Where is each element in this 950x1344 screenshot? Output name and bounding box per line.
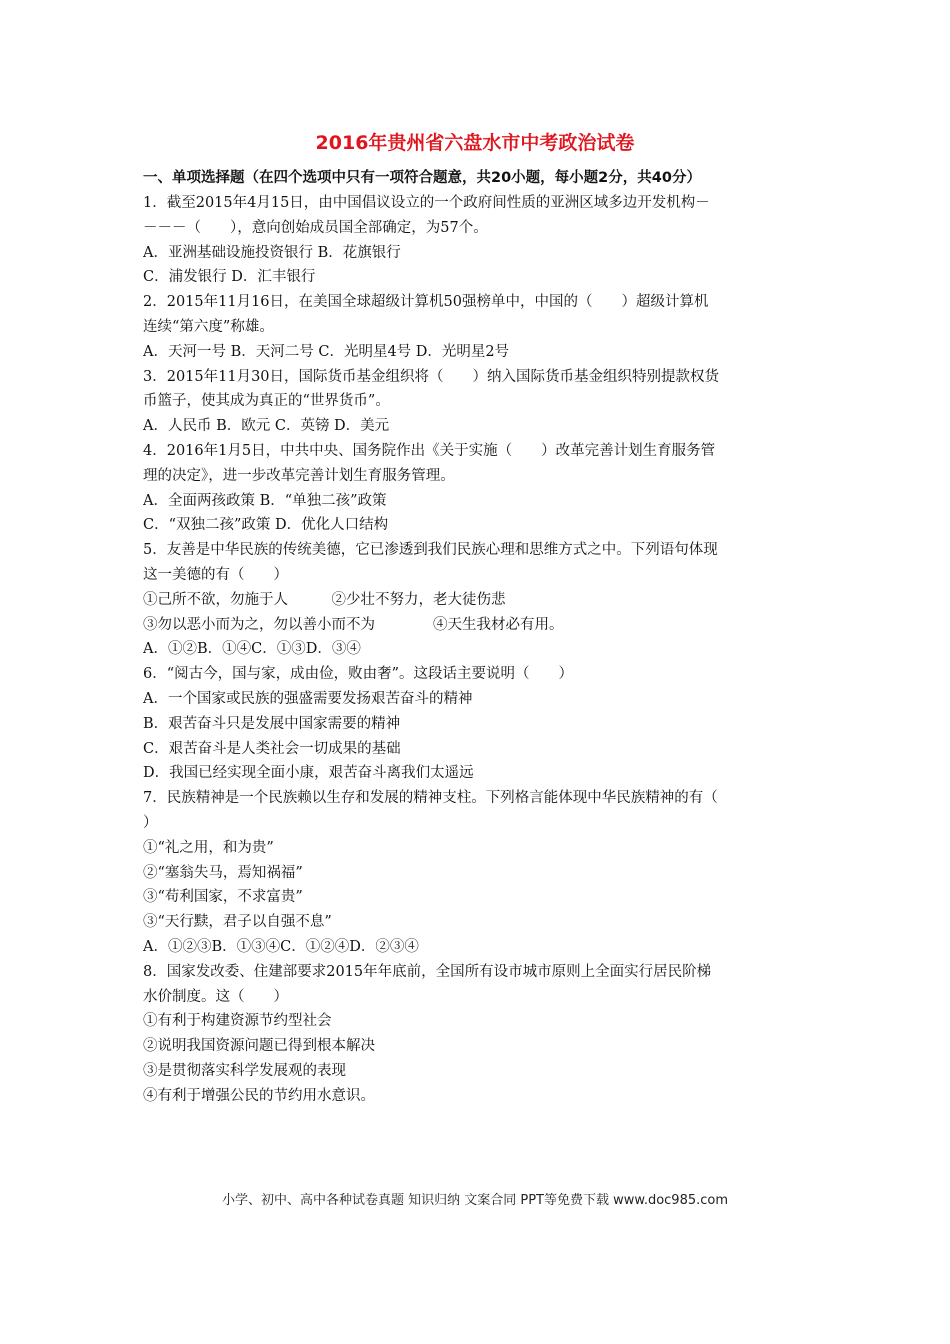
text-line: D．我国已经实现全面小康，艰苦奋斗离我们太遥远 — [143, 765, 474, 782]
text-line: C．浦发银行 D．汇丰银行 — [143, 269, 316, 286]
text-line: 水价制度。这（ ） — [143, 988, 288, 1005]
text-line: 理的决定》，进一步改革完善计划生育服务管理。 — [143, 467, 455, 484]
text-line: 币篮子，使其成为真正的“世界货币”。 — [143, 393, 390, 410]
section-heading: 一、单项选择题（在四个选项中只有一项符合题意，共20小题，每小题2分，共40分） — [143, 170, 701, 186]
text-line: B．艰苦奋斗只是发展中国家需要的精神 — [143, 715, 401, 732]
text-line: ③勿以恶小而为之，勿以善小而不为 ④天生我材必有用。 — [143, 616, 564, 633]
text-line: A．①②B．①④C．①③D．③④ — [143, 641, 361, 658]
text-line: ②说明我国资源问题已得到根本解决 — [143, 1038, 375, 1055]
text-line: A．全面两孩政策 B．“单独二孩”政策 — [143, 492, 387, 509]
text-line: ①己所不欲，勿施于人 ②少壮不努力，老大徒伤悲 — [143, 591, 506, 608]
text-line: ③“天行黩，君子以自强不息” — [143, 914, 332, 931]
text-line: A．①②③B．①③④C．①②④D．②③④ — [143, 938, 419, 955]
text-line: A．一个国家或民族的强盛需要发扬艰苦奋斗的精神 — [143, 690, 473, 707]
document-title: 2016年贵州省六盘水市中考政治试卷 — [315, 132, 635, 154]
text-line: 5．友善是中华民族的传统美德，它已渗透到我们民族心理和思维方式之中。下列语句体现 — [143, 542, 718, 559]
text-line: A．人民币 B．欧元 C．英镑 D．美元 — [143, 418, 390, 435]
text-line: 2．2015年11月16日，在美国全球超级计算机50强榜单中，中国的（ ）超级计算机 — [143, 294, 709, 311]
text-line: ①有利于构建资源节约型社会 — [143, 1013, 332, 1030]
text-line: A．天河一号 B．天河二号 C．光明星4号 D．光明星2号 — [143, 343, 510, 360]
text-line: ③“苟利国家，不求富贵” — [143, 889, 303, 906]
question-body — [143, 191, 813, 1108]
text-line: ①“礼之用，和为贵” — [143, 839, 274, 856]
text-line: ④有利于增强公民的节约用水意识。 — [143, 1087, 375, 1104]
page-footer: 小学、初中、高中各种试卷真题 知识归纳 文案合同 PPT等免费下载 www.doc985.com — [221, 1193, 729, 1208]
text-line: 8．国家发改委、住建部要求2015年年底前，全国所有设市城市原则上全面实行居民阶梯 — [143, 963, 712, 980]
text-line: 4．2016年1月5日，中共中央、国务院作出《关于实施（ ）改革完善计划生育服务管 — [143, 442, 716, 459]
text-line: 6．“阅古今，国与家，成由俭，败由奢”。这段话主要说明（ ） — [143, 666, 574, 683]
text-line: －－－（ ），意向创始成员国全部确定，为57个。 — [143, 219, 488, 236]
text-line: 这一美德的有（ ） — [143, 566, 288, 583]
text-line: 3．2015年11月30日，国际货币基金组织将（ ）纳入国际货币基金组织特别提款权货 — [143, 368, 720, 385]
text-line: 1．截至2015年4月15日，由中国倡议设立的一个政府间性质的亚洲区域多边开发机构－ — [143, 195, 710, 211]
text-line: C．“双独二孩”政策 D．优化人口结构 — [143, 517, 389, 534]
text-line: A．亚洲基础设施投资银行 B．花旗银行 — [143, 244, 401, 261]
text-line: ②“塞翁失马，焉知祸福” — [143, 864, 303, 881]
text-line: 7．民族精神是一个民族赖以生存和发展的精神支柱。下列格言能体现中华民族精神的有（ — [143, 790, 718, 807]
text-line: ③是贯彻落实科学发展观的表现 — [143, 1062, 346, 1079]
text-line: C．艰苦奋斗是人类社会一切成果的基础 — [143, 740, 401, 757]
text-line: 连续“第六度”称雄。 — [143, 318, 274, 335]
text-line: ） — [143, 814, 158, 831]
